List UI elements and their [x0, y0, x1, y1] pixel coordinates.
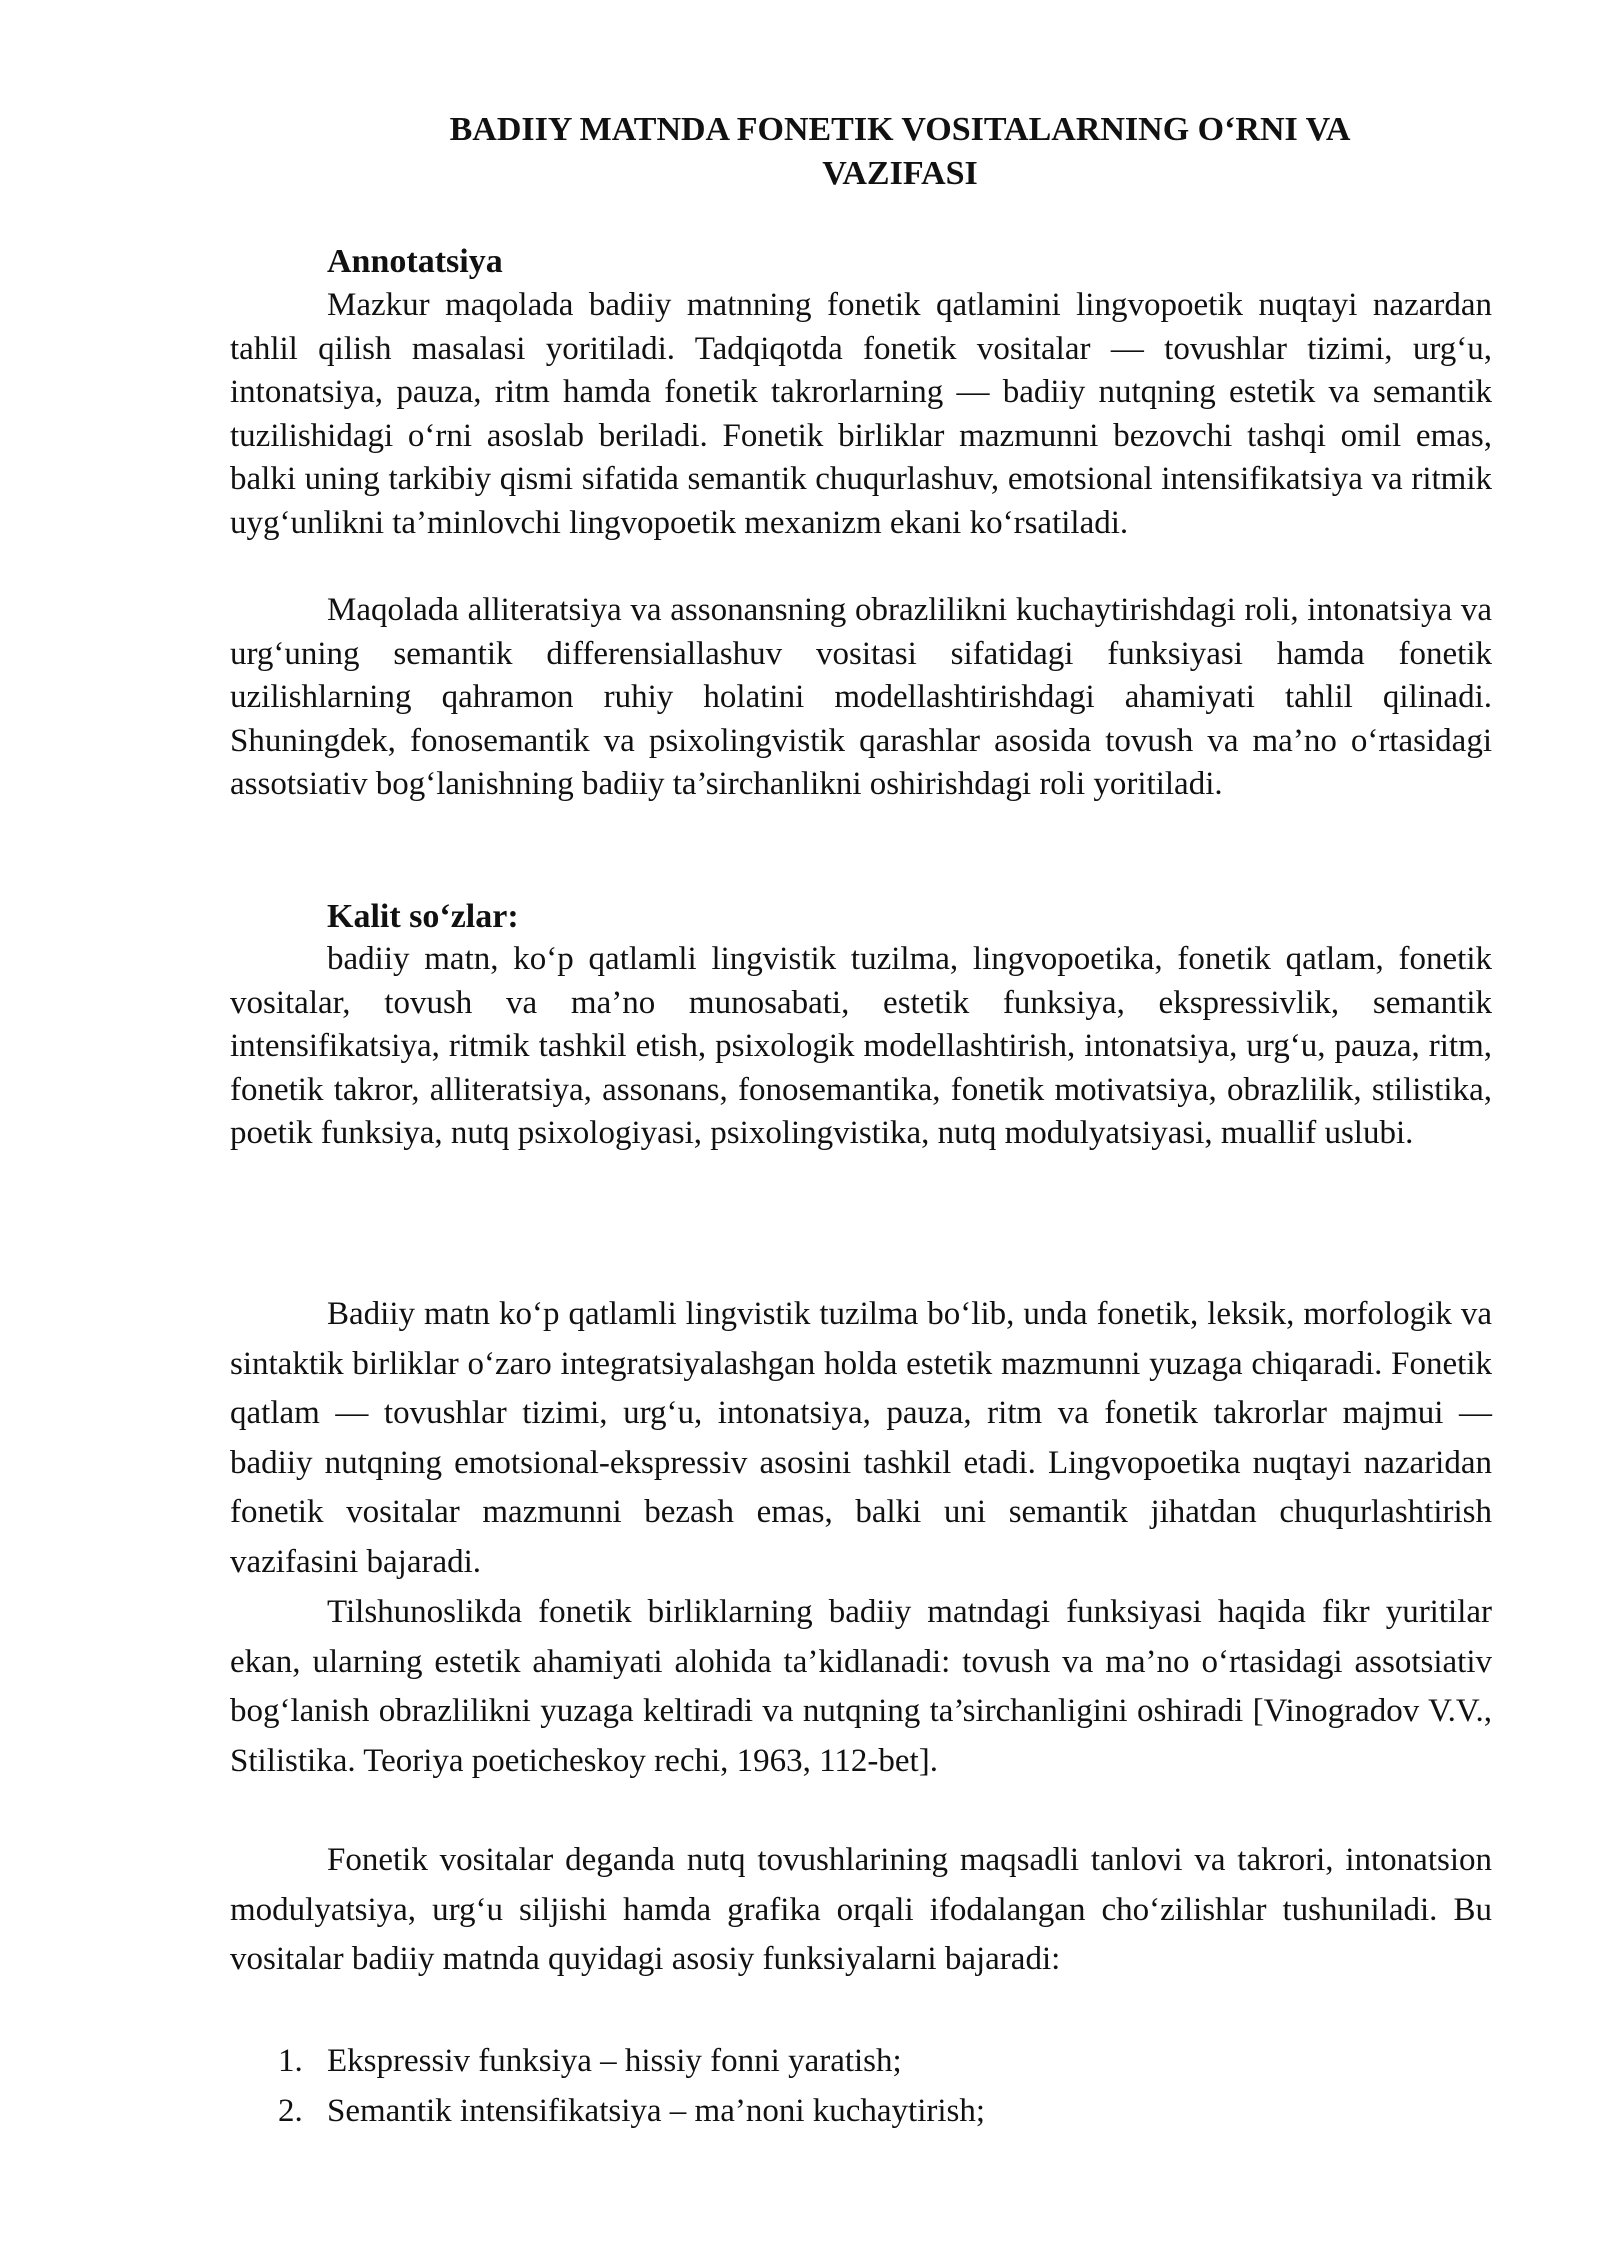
- article-title: BADIIY MATNDA FONETIK VOSITALARNING O‘RNI VA VAZIFASI: [449, 111, 1351, 192]
- annotation-heading: Annotatsiya: [327, 243, 503, 280]
- keywords-text: badiiy matn, ko‘p qatlamli lingvistik tuzilma, lingvopoetika, fonetik qatlam, fonetik vositalar, tovush va ma’no munosabati, estetik funksiya, ekspressivlik, semantik intensifikatsiya, ritmik tashkil etish, psixologik modellashtirish, intonatsiya, urg‘u, pauza, ritm, fonetik takror, alliteratsiya, assonans, fonosemantika, fonetik motivatsiya, obrazlilik, stilistika, poetik funksiya, nutq psixologiyasi, psixolingvistika, nutq modulyatsiyasi, muallif uslubi.: [230, 941, 1492, 1151]
- list-item-number: 2.: [278, 2093, 303, 2129]
- annotation-paragraph-1: Mazkur maqolada badiiy matnning fonetik qatlamini lingvopoetik nuqtayi nazardan tahlil qilish masalasi yoritiladi. Tadqiqotda fonetik vositalar — tovushlar tizimi, urg‘u, intonatsiya, pauza, ritm hamda fonetik takrorlarning — badiiy nutqning estetik va semantik tuzilishidagi o‘rni asoslab beriladi. Fonetik birliklar mazmunni bezovchi tashqi omil emas, balki uning tarkibiy qismi sifatida semantik chuqurlashuv, emotsional intensifikatsiya va ritmik uyg‘unlikni ta’minlovchi lingvopoetik mexanizm ekani ko‘rsatiladi.: [230, 287, 1492, 541]
- list-item-number: 1.: [278, 2043, 303, 2079]
- list-item: [230, 2036, 1492, 2086]
- body-paragraph-1: Badiiy matn ko‘p qatlamli lingvistik tuzilma bo‘lib, unda fonetik, leksik, morfologik va sintaktik birliklar o‘zaro integratsiyalashgan holda estetik mazmunni yuzaga chiqaradi. Fonetik qatlam — tovushlar tizimi, urg‘u, intonatsiya, pauza, ritm va fonetik takrorlar majmui — badiiy nutqning emotsional-ekspressiv asosini tashkil etadi. Lingvopoetika nuqtayi nazaridan fonetik vositalar mazmunni bezash emas, balki uni semantik jihatdan chuqurlashtirish vazifasini bajaradi.: [230, 1296, 1492, 1580]
- list-item-text: Semantik intensifikatsiya – ma’noni kuchaytirish;: [327, 2093, 986, 2129]
- list-item-text: Ekspressiv funksiya – hissiy fonni yaratish;: [327, 2043, 902, 2079]
- body-paragraph-2: Tilshunoslikda fonetik birliklarning badiiy matndagi funksiyasi haqida fikr yuritilar ekan, ularning estetik ahamiyati alohida ta’kidlanadi: tovush va ma’no o‘rtasidagi assotsiativ bog‘lanish obrazlilikni yuzaga keltiradi va nutqning ta’sirchanligini oshiradi [Vinogradov V.V., Stilistika. Teoriya poeticheskoy rechi, 1963, 112-bet].: [230, 1594, 1492, 1779]
- keywords-heading: Kalit so‘zlar:: [327, 898, 519, 935]
- body-paragraph-3: Fonetik vositalar deganda nutq tovushlarining maqsadli tanlovi va takrori, intonatsion modulyatsiya, urg‘u siljishi hamda grafika orqali ifodalangan cho‘zilishlar tushuniladi. Bu vositalar badiiy matnda quyidagi asosiy funksiyalarni bajaradi:: [230, 1842, 1492, 1977]
- list-item: [230, 2086, 1492, 2136]
- annotation-paragraph-2: Maqolada alliteratsiya va assonansning obrazlilikni kuchaytirishdagi roli, intonatsiya va urg‘uning semantik differensiallashuv vositasi sifatidagi funksiyasi hamda fonetik uzilishlarning qahramon ruhiy holatini modellashtirishdagi ahamiyati tahlil qilinadi. Shuningdek, fonosemantik va psixolingvistik qarashlar asosida tovush va ma’no o‘rtasidagi assotsiativ bog‘lanishning badiiy ta’sirchanlikni oshirishdagi roli yoritiladi.: [230, 592, 1492, 802]
- functions-list: [230, 2036, 1492, 2136]
